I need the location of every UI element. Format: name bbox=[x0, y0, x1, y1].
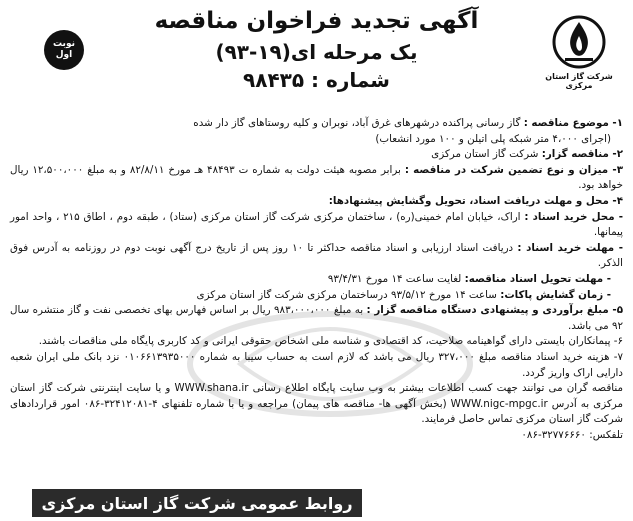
item-1-details: (اجرای ۴،۰۰۰ متر شبکه پلی اتیلن و ۱۰۰ مورد انشعاب) bbox=[375, 132, 611, 145]
item-3: ۳- میزان و نوع تضمین شرکت در مناقصه : برابر مصوبه هیئت دولت به شماره ت ۴۸۴۹۳ هـ مورخ ۸۲/۸/۱۱ و به مبلغ ۱۲،۵۰۰،۰۰۰ ریال خواهد بود. bbox=[10, 163, 623, 192]
item-4-purchase-location: - محل خرید اسناد : اراک، خیابان امام خمینی(ره) ، ساختمان مرکزی شرکت گاز استان مرکزی (ستاد) ، طبقه دوم ، اطاق ۲۱۵ ، واحد امور پیمانها. bbox=[10, 210, 623, 239]
item-4-opening-time: - زمان گشایش پاکات: ساعت ۱۴ مورخ ۹۳/۵/۱۲ درساختمان مرکزی شرکت گاز استان مرکزی bbox=[196, 288, 611, 301]
notice-body bbox=[10, 116, 623, 443]
item-4-purchase-deadline: - مهلت خرید اسناد : دریافت اسناد ارزیابی و اسناد مناقصه حداکثر تا ۱۰ روز پس از تاریخ درج آگهی نوبت دوم در روزنامه به آدرس فوق الذکر. bbox=[10, 241, 623, 270]
first-round-stamp: نوبت اول bbox=[44, 30, 84, 70]
item-2: ۲- مناقصه گزار: شرکت گاز استان مرکزی bbox=[431, 148, 623, 161]
notice-number: شماره : ۹۸۴۳۵ bbox=[243, 68, 390, 92]
title-block bbox=[130, 4, 503, 94]
item-7: ۷- هزینه خرید اسناد مناقصه مبلغ ۳۲۷،۰۰۰ ریال می باشد که لازم است به حساب سیبا به شماره ۰۱۰۶۶۱۳۹۳۵۰۰۰ نزد بانک ملی ایران شعبه دارایی اراک واریز گردد. bbox=[10, 350, 623, 379]
notice-subtitle: یک مرحله ای(۱۹-۹۳) bbox=[215, 40, 418, 64]
company-logo bbox=[541, 14, 617, 90]
item-4-heading: ۴- محل و مهلت دریافت اسناد، تحویل وگشایش پیشنهادها: bbox=[328, 194, 623, 207]
public-relations-footer: روابط عمومی شرکت گاز استان مرکزی bbox=[32, 489, 362, 517]
contact-note: مناقصه گران می توانند جهت کسب اطلاعات بیشتر به وب سایت پایگاه اطلاع رسانی WWW.shana.ir و یا سایت اینترنتی شرکت گاز استان مرکزی به آدرس WWW.nigc-mpgc.ir (بخش آگهی ها- مناقصه های پیمان) مراجعه و یا با شماره تلفنهای ۴-۳۲۴۱۲۰۸۱-۰۸۶ امور قراردادهای شرکت گاز استان مرکزی تماس حاصل فرمایند. bbox=[10, 382, 624, 426]
item-6: ۶- پیمانکاران بایستی دارای گواهینامه صلاحیت، کد اقتصادی و شناسه ملی اشخاص حقوقی ایرانی و کد کاربری پایگاه ملی مناقصات باشند. bbox=[38, 335, 623, 348]
item-5: ۵- مبلغ برآوردی و پیشنهادی دستگاه مناقصه گزار : به مبلغ ۹۸۳،۰۰۰،۰۰۰ ریال بر اساس فهارس بهای تخصصی نفت و گاز منتشره سال ۹۲ می باشد. bbox=[10, 304, 623, 332]
tender-notice bbox=[10, 4, 623, 517]
item-4-delivery-deadline: - مهلت تحویل اسناد مناقصه: لغایت ساعت ۱۴ مورخ ۹۳/۴/۳۱ bbox=[327, 272, 611, 285]
gas-company-emblem-icon bbox=[551, 14, 607, 70]
notice-title: آگهی تجدید فراخوان مناقصه bbox=[154, 8, 479, 34]
fax-line: تلفکس: ۳۲۷۷۶۶۶۰-۰۸۶ bbox=[521, 428, 623, 441]
notice-header bbox=[10, 4, 623, 116]
item-1: ۱- موضوع مناقصه : گاز رسانی پراکنده درشهرهای غرق آباد، نوبران و کلیه روستاهای گاز دار شده bbox=[193, 117, 623, 129]
logo-caption: شرکت گاز استان مرکزی bbox=[545, 72, 613, 90]
